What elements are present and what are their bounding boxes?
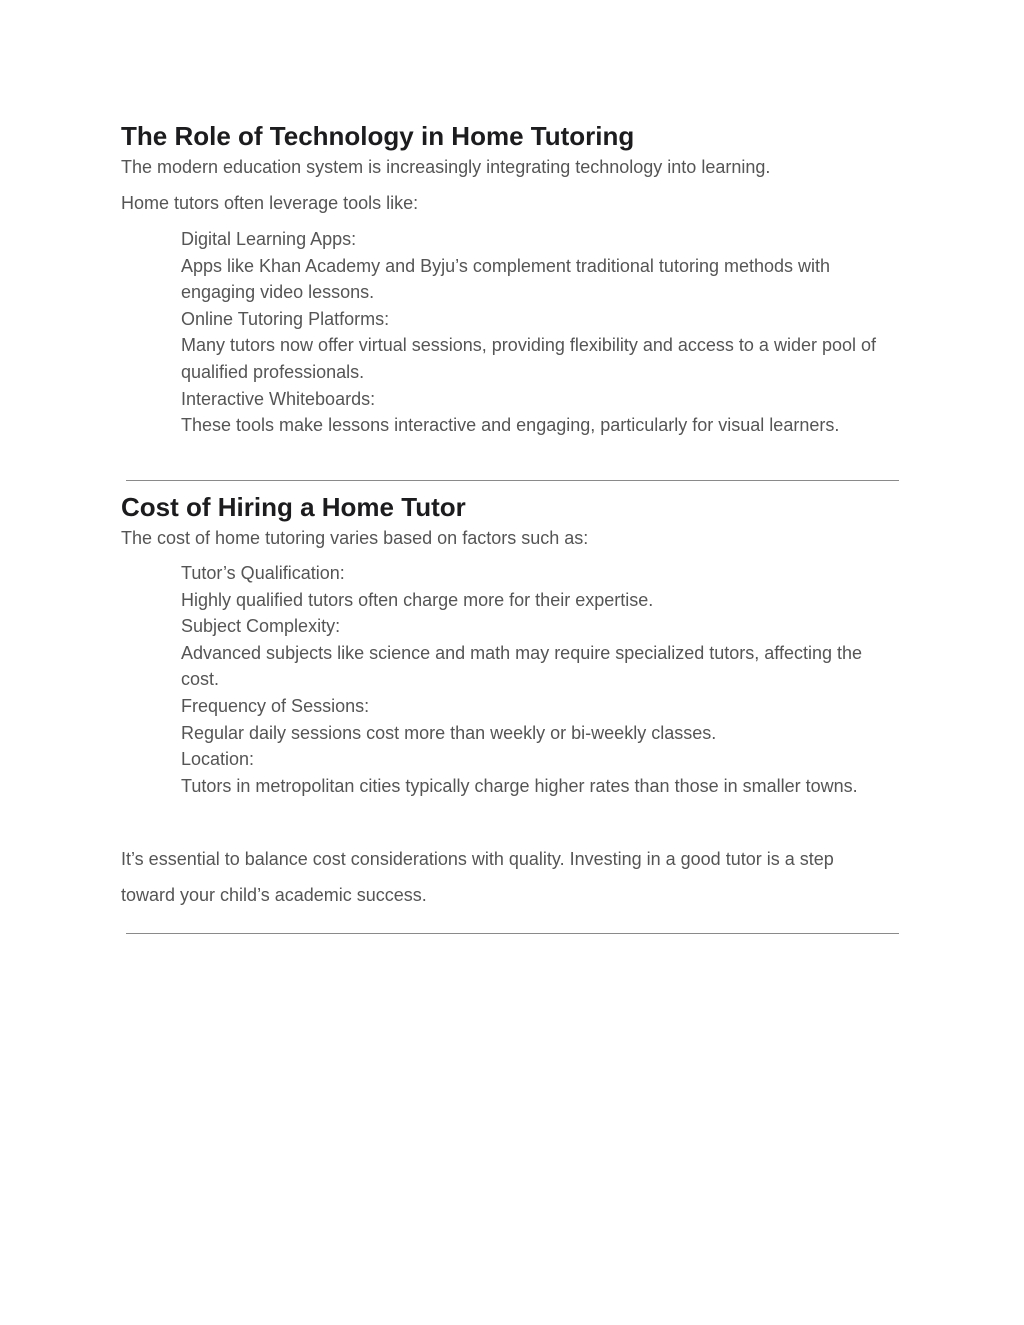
technology-intro: The modern education system is increasingly integrating technology into learning. bbox=[121, 157, 771, 177]
list-item-title: Subject Complexity: bbox=[181, 616, 341, 637]
list-item-title: Interactive Whiteboards: bbox=[181, 388, 376, 409]
list-item-description: Apps like Khan Academy and Byju’s complement traditional tutoring methods with engaging video lessons. bbox=[181, 255, 831, 303]
list-item-title: Tutor’s Qualification: bbox=[181, 563, 345, 583]
technology-lead: Home tutors often leverage tools like: bbox=[121, 193, 419, 213]
cost-factors-list bbox=[181, 560, 901, 799]
list-item-description: Tutors in metropolitan cities typically charge higher rates than those in smaller towns. bbox=[181, 775, 858, 796]
list-item-description: Highly qualified tutors often charge more for their expertise. bbox=[181, 589, 654, 610]
cost-intro: The cost of home tutoring varies based on factors such as: bbox=[121, 528, 589, 548]
list-item-title: Digital Learning Apps: bbox=[181, 229, 357, 249]
list-item-description: Advanced subjects like science and math may require specialized tutors, affecting the cost. bbox=[181, 642, 863, 690]
list-item bbox=[181, 560, 901, 613]
list-item-title: Location: bbox=[181, 749, 255, 770]
list-item-description: Regular daily sessions cost more than weekly or bi-weekly classes. bbox=[181, 722, 717, 743]
list-item bbox=[181, 386, 901, 439]
section-heading-technology: The Role of Technology in Home Tutoring bbox=[121, 121, 635, 151]
list-item-title: Frequency of Sessions: bbox=[181, 695, 370, 716]
list-item-description: Many tutors now offer virtual sessions, providing flexibility and access to a wider pool of qualified professionals. bbox=[181, 335, 877, 382]
list-item bbox=[181, 746, 901, 799]
list-item bbox=[181, 693, 901, 746]
section-divider bbox=[126, 480, 899, 481]
section-divider bbox=[126, 933, 899, 934]
section-heading-cost: Cost of Hiring a Home Tutor bbox=[121, 492, 466, 522]
list-item-description: These tools make lessons interactive and engaging, particularly for visual learners. bbox=[181, 415, 840, 436]
list-item bbox=[181, 613, 901, 693]
list-item bbox=[181, 306, 901, 386]
technology-tools-list bbox=[181, 226, 901, 439]
list-item bbox=[181, 226, 901, 306]
list-item-title: Online Tutoring Platforms: bbox=[181, 308, 390, 329]
cost-closing-paragraph: It’s essential to balance cost considerations with quality. Investing in a good tutor is a step toward your child’s academic success. bbox=[121, 849, 834, 905]
